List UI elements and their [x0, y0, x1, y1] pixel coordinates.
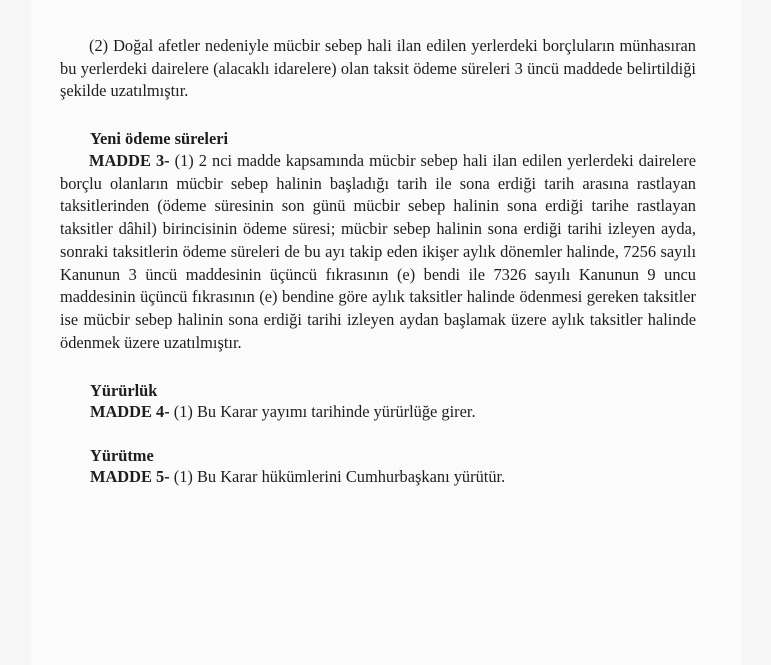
paragraph-2-text: (2) Doğal afetler nedeniyle mücbir sebep hali ilan edilen yerlerdeki borçluların münhasıran bu yerlerdeki dairelere (alacaklı idarelere) olan taksit ödeme süreleri 3 üncü maddede belirtildiği şekilde uzatılmıştır. [60, 36, 696, 101]
article-5 [90, 466, 505, 489]
paragraph-2 [60, 35, 696, 103]
article-3 [60, 150, 696, 354]
heading-payment-periods: Yeni ödeme süreleri [90, 129, 229, 148]
heading-execution: Yürütme [90, 446, 154, 465]
article-5-text: (1) Bu Karar hükümlerini Cumhurbaşkanı yürütür. [173, 467, 506, 486]
article-4-label: MADDE 4- [90, 402, 170, 421]
article-4-text: (1) Bu Karar yayımı tarihinde yürürlüğe girer. [173, 402, 476, 421]
heading-effect: Yürürlük [90, 381, 158, 400]
article-4 [90, 401, 476, 424]
article-3-text: (1) 2 nci madde kapsamında mücbir sebep hali ilan edilen yerlerdeki dairelere borçlu olanların mücbir sebep halinin başladığı tarih ile sona erdiği tarih arasına rastlayan taksitlerinden (ödeme süresinin son günü mücbir sebep halinin sona erdiği tarihe rastlayan taksitler dâhil) birincisinin ödeme süresi; mücbir sebep halinin sona erdiği tarihi izleyen ayda, sonraki taksitlerin ödeme süreleri de bu ayı takip eden ikişer aylık dönemler halinde, 7256 sayılı Kanunun 3 üncü maddesinin üçüncü fıkrasının (e) bendi ile 7326 sayılı Kanunun 9 uncu maddesinin üçüncü fıkrasının (e) bendine göre aylık taksitler halinde ödenmesi gereken taksitler ise mücbir sebep halinin sona erdiği tarihi izleyen aydan başlamak üzere aylık taksitler halinde ödenmek üzere uzatılmıştır. [60, 151, 696, 352]
article-3-label: MADDE 3- [89, 151, 170, 170]
article-5-label: MADDE 5- [90, 467, 170, 486]
